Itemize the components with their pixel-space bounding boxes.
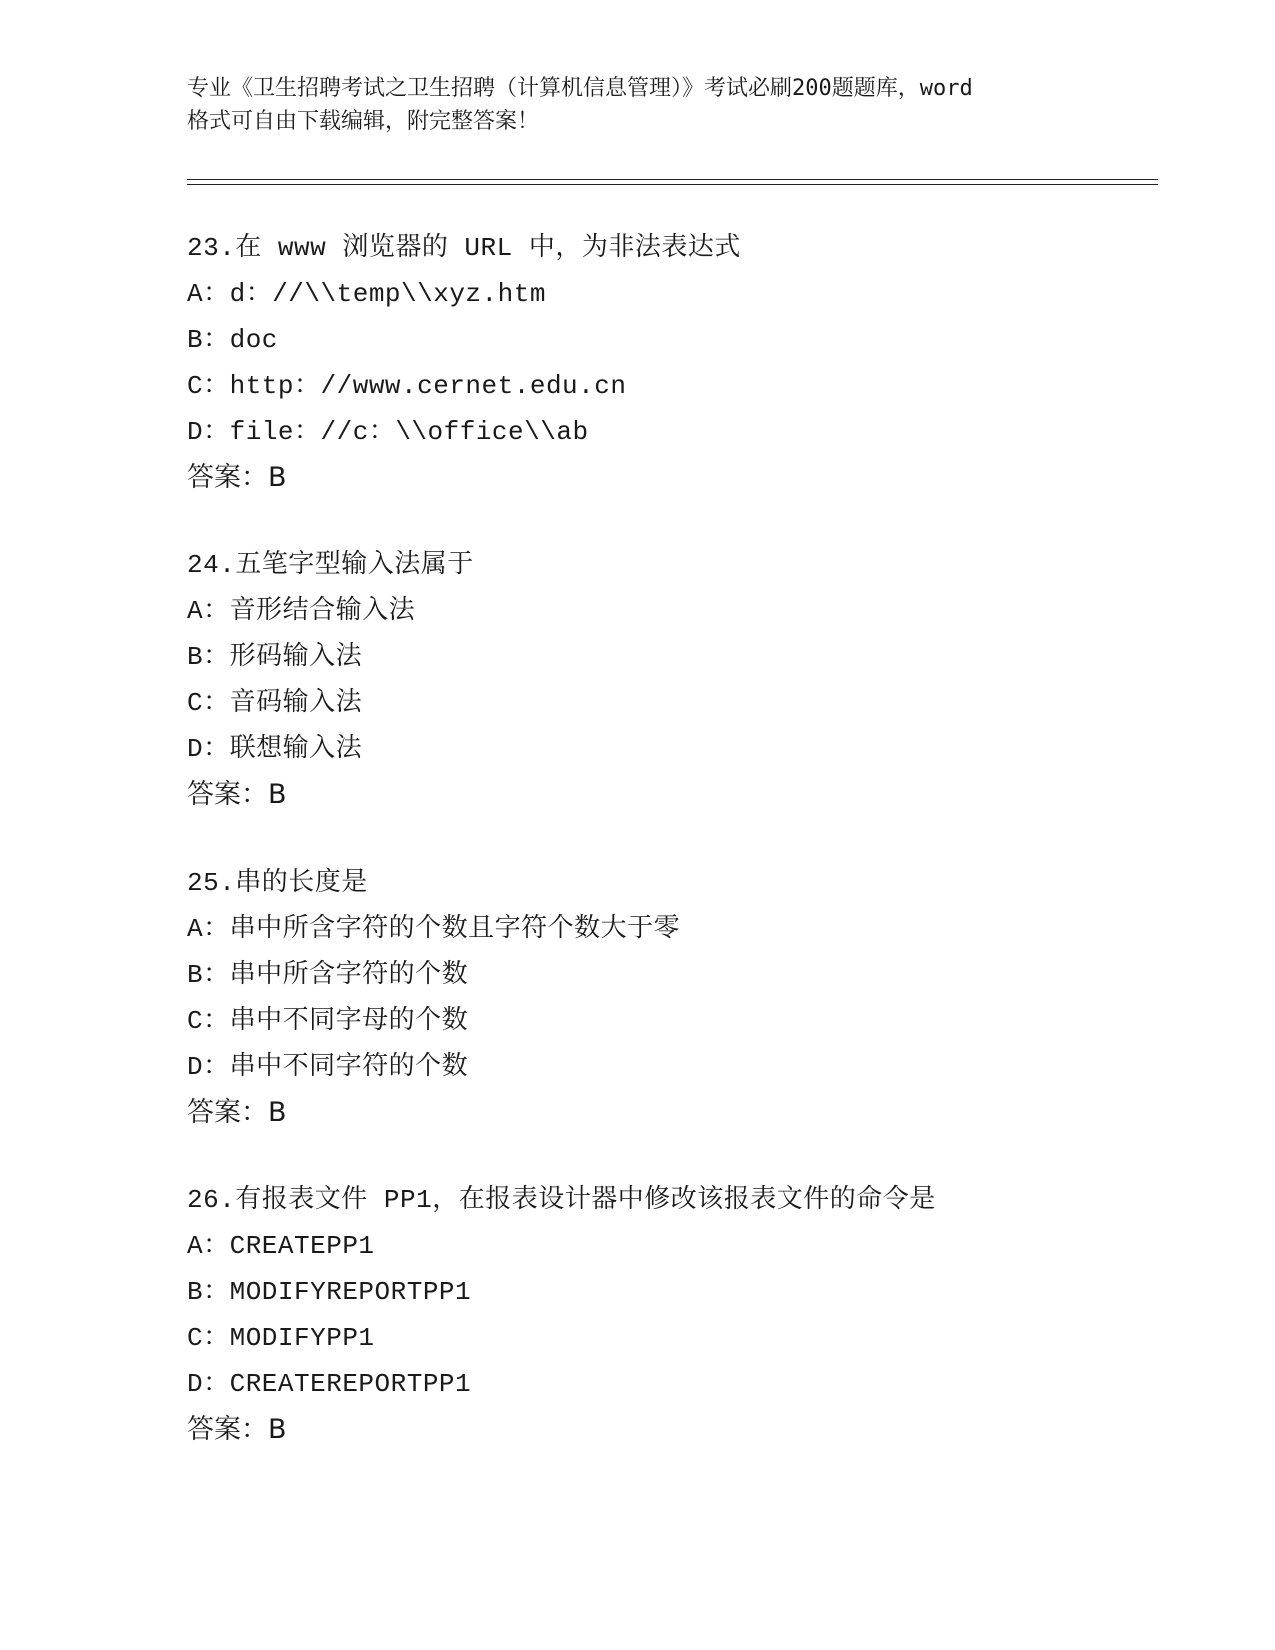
header-line-1: 专业《卫生招聘考试之卫生招聘（计算机信息管理）》考试必刷200题题库，word [187, 76, 973, 101]
answer-label: 答案：B [187, 462, 287, 493]
option-b: B：doc [187, 325, 278, 355]
option-a: A：d：//\\temp\\xyz.htm [187, 279, 546, 309]
question-stem: 23.在 www 浏览器的 URL 中，为非法表达式 [187, 233, 741, 263]
header-divider-top [187, 179, 1158, 180]
option-b: B：串中所含字符的个数 [187, 960, 469, 990]
option-c: C：音码输入法 [187, 688, 363, 718]
header-line-2: 格式可自由下载编辑，附完整答案！ [187, 109, 540, 134]
option-d: D：file：//c：\\office\\ab [187, 417, 589, 447]
option-a: A：CREATEPP1 [187, 1231, 375, 1261]
question-block [187, 860, 1147, 1136]
option-a: A：串中所含字符的个数且字符个数大于零 [187, 914, 681, 944]
option-b: B：MODIFYREPORTPP1 [187, 1277, 472, 1307]
question-stem: 25.串的长度是 [187, 868, 368, 898]
question-block [187, 225, 1147, 501]
header-divider-bottom [187, 184, 1158, 185]
option-d: D：CREATEREPORTPP1 [187, 1369, 472, 1399]
option-c: C：MODIFYPP1 [187, 1323, 375, 1353]
option-d: D：联想输入法 [187, 734, 363, 764]
answer-label: 答案：B [187, 1414, 287, 1445]
answer-label: 答案：B [187, 779, 287, 810]
document-header [187, 72, 1087, 138]
question-stem: 26.有报表文件 PP1，在报表设计器中修改该报表文件的命令是 [187, 1185, 936, 1215]
question-stem: 24.五笔字型输入法属于 [187, 550, 474, 580]
option-b: B：形码输入法 [187, 642, 363, 672]
option-a: A：音形结合输入法 [187, 596, 416, 626]
option-c: C：串中不同字母的个数 [187, 1006, 469, 1036]
option-d: D：串中不同字符的个数 [187, 1052, 469, 1082]
answer-label: 答案：B [187, 1097, 287, 1128]
question-block [187, 542, 1147, 818]
option-c: C：http：//www.cernet.edu.cn [187, 371, 627, 401]
question-block [187, 1177, 1147, 1453]
